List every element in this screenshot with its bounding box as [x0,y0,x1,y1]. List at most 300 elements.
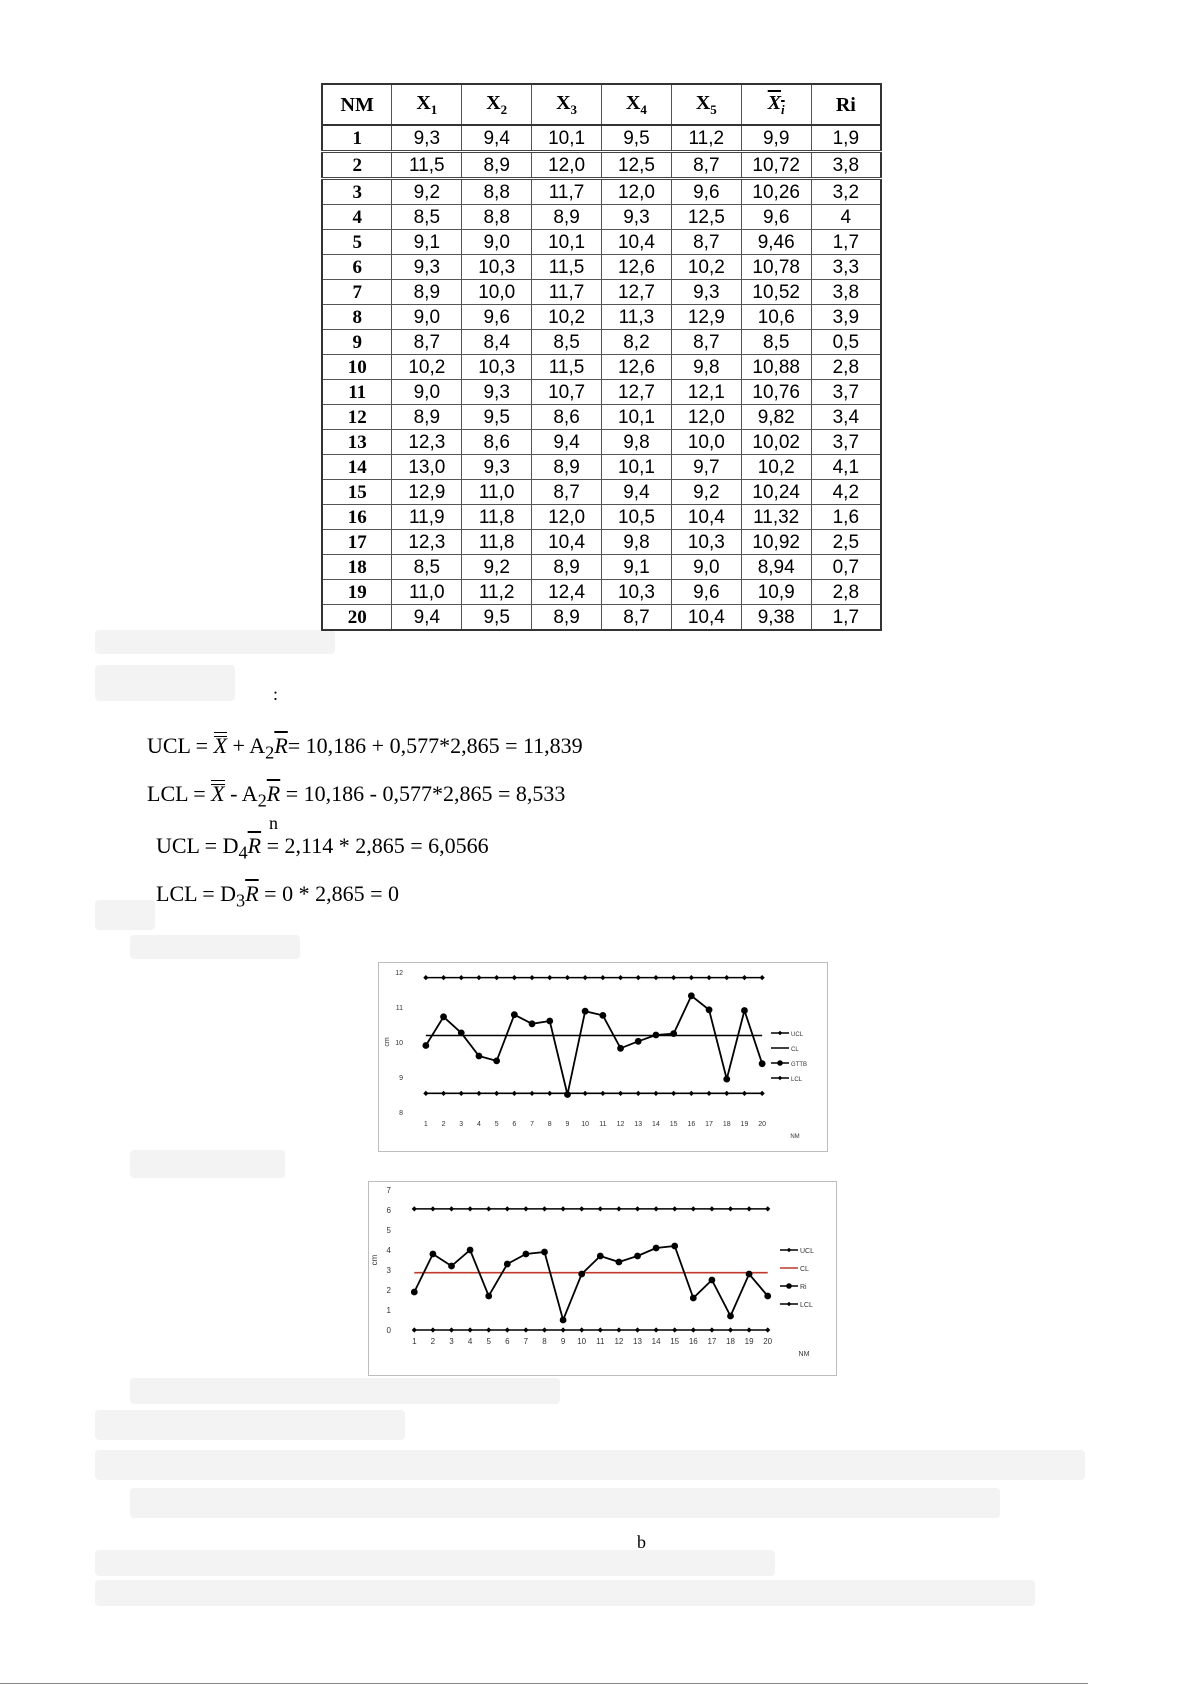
cell-nm: 3 [322,179,392,205]
cell-x1: 8,7 [392,330,462,355]
x-tick-label: 11 [596,1337,605,1346]
data-point [634,1253,641,1260]
table-row [322,380,881,405]
limit-point [706,1091,711,1096]
limit-point [728,1327,733,1332]
x-tick-label: 5 [494,1121,499,1128]
cell-xbar: 10,72 [741,152,811,179]
cell-nm: 13 [322,430,392,455]
x-tick-label: 17 [707,1337,717,1346]
cell-x3: 12,4 [532,580,602,605]
data-point [599,1012,606,1019]
limit-point [635,1206,640,1211]
y-tick-label: 11 [395,1005,403,1012]
limit-point [441,1091,446,1096]
cell-ri: 4 [811,205,881,230]
cell-xbar: 9,38 [741,605,811,631]
cell-nm: 12 [322,405,392,430]
table-row [322,280,881,305]
cell-x5: 10,4 [671,505,741,530]
y-tick-label: 9 [399,1075,403,1082]
cell-ri: 2,8 [811,355,881,380]
data-point [511,1011,518,1018]
cell-x1: 12,3 [392,530,462,555]
scan-artifact [95,1410,405,1440]
legend-label: GTTB [791,1062,807,1068]
cell-x3: 8,9 [532,455,602,480]
x-tick-label: 10 [577,1337,587,1346]
x-tick-label: 17 [705,1121,713,1128]
cell-x3: 9,4 [532,430,602,455]
data-point [723,1076,730,1083]
scan-artifact [95,1580,1035,1606]
limit-point [742,975,747,980]
cell-x4: 10,1 [602,455,672,480]
limit-point [691,1206,696,1211]
limit-point [542,1206,547,1211]
limit-point [672,1206,677,1211]
limit-point [709,1327,714,1332]
cell-x1: 9,2 [392,179,462,205]
cell-nm: 17 [322,530,392,555]
limit-point [529,975,534,980]
limit-point [512,975,517,980]
y-tick-label: 12 [395,970,403,977]
cell-x3: 8,7 [532,480,602,505]
y-tick-label: 5 [386,1226,391,1235]
table-row [322,179,881,205]
legend-marker [786,1283,792,1289]
cell-x5: 12,1 [671,380,741,405]
limit-point [618,975,623,980]
formula-ucl-xbar: UCL = $X + A_2\overline{R}= 10,186 + 0,577*2,865 = 11,839$ [147,733,583,763]
x-tick-label: 2 [441,1121,446,1128]
limit-point [765,1327,770,1332]
data-point [541,1249,548,1256]
data-point [670,1030,677,1037]
cell-x4: 10,1 [602,405,672,430]
legend-label: CL [800,1266,809,1273]
cell-x2: 9,2 [462,555,532,580]
limit-point [583,975,588,980]
x-tick-label: 3 [449,1337,454,1346]
data-point [529,1020,536,1027]
cell-x2: 9,3 [462,380,532,405]
cell-xbar: 9,82 [741,405,811,430]
cell-nm: 5 [322,230,392,255]
cell-ri: 1,6 [811,505,881,530]
legend-label: LCL [791,1077,803,1083]
cell-ri: 1,7 [811,605,881,631]
x-tick-label: 18 [726,1337,735,1346]
cell-x1: 11,0 [392,580,462,605]
table-row [322,330,881,355]
cell-x2: 10,3 [462,355,532,380]
y-tick-label: 2 [386,1286,391,1295]
cell-ri: 0,7 [811,555,881,580]
data-point [458,1030,465,1037]
cell-nm: 19 [322,580,392,605]
x-tick-label: 10 [581,1121,590,1128]
cell-x1: 8,5 [392,205,462,230]
cell-x3: 10,2 [532,305,602,330]
table-row [322,405,881,430]
cell-x3: 8,9 [532,555,602,580]
data-point [578,1271,585,1278]
limit-point [430,1327,435,1332]
limit-point [635,1327,640,1332]
cell-x3: 11,5 [532,255,602,280]
cell-x3: 10,4 [532,530,602,555]
cell-xbar: 10,88 [741,355,811,380]
cell-x3: 12,0 [532,152,602,179]
cell-x2: 11,2 [462,580,532,605]
x-tick-label: 6 [512,1121,517,1128]
cell-x4: 9,1 [602,555,672,580]
data-point [653,1245,660,1252]
y-tick-label: 0 [386,1326,391,1335]
data-point [635,1038,642,1045]
x-tick-label: 20 [758,1121,767,1128]
limit-point [689,1091,694,1096]
data-point [706,1006,713,1013]
series-line-ri [414,1246,767,1320]
cell-x5: 10,2 [671,255,741,280]
cell-ri: 3,7 [811,380,881,405]
x-tick-label: 14 [652,1121,660,1128]
x-tick-label: 9 [565,1121,570,1128]
data-point [546,1018,553,1025]
table-row [322,230,881,255]
cell-x5: 10,4 [671,605,741,631]
table-row [322,455,881,480]
limit-point [547,1091,552,1096]
cell-nm: 16 [322,505,392,530]
limit-point [653,1091,658,1096]
limit-point [747,1206,752,1211]
cell-x4: 8,2 [602,330,672,355]
limit-point [706,975,711,980]
cell-x1: 11,9 [392,505,462,530]
cell-x4: 12,0 [602,179,672,205]
cell-ri: 3,7 [811,430,881,455]
cell-nm: 4 [322,205,392,230]
limit-point [505,1327,510,1332]
data-point [476,1053,483,1060]
cell-x5: 9,7 [671,455,741,480]
limit-point [616,1327,621,1332]
cell-x5: 9,0 [671,555,741,580]
data-point [688,992,695,999]
cell-ri: 4,1 [811,455,881,480]
cell-x4: 12,5 [602,152,672,179]
limit-point [565,975,570,980]
header-nm: NM [322,84,392,125]
cell-x4: 9,3 [602,205,672,230]
cell-nm: 15 [322,480,392,505]
cell-x2: 8,6 [462,430,532,455]
table-row [322,355,881,380]
cell-x2: 9,3 [462,455,532,480]
cell-x5: 8,7 [671,230,741,255]
data-point [671,1243,678,1250]
data-point [493,1058,500,1065]
x-tick-label: 20 [763,1337,773,1346]
limit-point [459,975,464,980]
x-tick-label: 15 [669,1121,678,1128]
limit-point [476,1091,481,1096]
cell-x3: 11,5 [532,355,602,380]
cell-x2: 9,6 [462,305,532,330]
cell-x4: 12,6 [602,355,672,380]
x-tick-label: 8 [542,1337,547,1346]
cell-x3: 10,1 [532,125,602,152]
cell-x3: 11,7 [532,179,602,205]
header-xbar-i: $X_i$ [741,84,811,125]
data-point [690,1295,697,1302]
cell-xbar: 10,76 [741,380,811,405]
scan-artifact [130,1378,560,1404]
x-axis-label: NM [790,1134,800,1140]
cell-x1: 9,3 [392,125,462,152]
limit-point [468,1206,473,1211]
cell-nm: 1 [322,125,392,152]
data-point [440,1013,447,1020]
x-axis-label: NM [798,1351,810,1358]
scan-artifact [130,1150,285,1178]
cell-x5: 9,3 [671,280,741,305]
limit-point [486,1206,491,1211]
limit-point [542,1327,547,1332]
limit-point [689,975,694,980]
cell-x4: 10,3 [602,580,672,605]
cell-x4: 9,8 [602,530,672,555]
cell-x4: 12,6 [602,255,672,280]
cell-xbar: 9,46 [741,230,811,255]
cell-x1: 12,3 [392,430,462,455]
x-tick-label: 9 [560,1337,566,1346]
xbar-control-chart [378,962,828,1152]
x-tick-label: 19 [744,1337,754,1346]
scan-artifact [95,665,235,701]
limit-point [423,975,428,980]
cell-x2: 11,0 [462,480,532,505]
x-tick-label: 13 [633,1337,642,1346]
formula-lcl-xbar: LCL = $X - A_2\overline{R} = 10,186 - 0,577*2,865 = 8,533$ [147,781,566,811]
cell-ri: 4,2 [811,480,881,505]
x-tick-label: 12 [616,1121,625,1128]
y-tick-label: 6 [386,1206,391,1215]
cell-x5: 9,2 [671,480,741,505]
r-chart-svg [369,1182,836,1375]
scan-artifact [130,1488,1000,1518]
x-tick-label: 6 [505,1337,510,1346]
cell-x2: 11,8 [462,505,532,530]
cell-x5: 9,6 [671,580,741,605]
header-x5: $X_5$ [671,84,741,125]
cell-x1: 8,9 [392,280,462,305]
cell-xbar: 9,6 [741,205,811,230]
cell-nm: 6 [322,255,392,280]
scan-artifact [95,900,155,930]
limit-point [671,1091,676,1096]
cell-ri: 0,5 [811,330,881,355]
cell-x2: 8,8 [462,179,532,205]
limit-point [636,975,641,980]
cell-nm: 18 [322,555,392,580]
limit-point [724,975,729,980]
cell-ri: 3,8 [811,280,881,305]
data-point [597,1253,604,1260]
measurement-table [321,83,882,631]
cell-nm: 14 [322,455,392,480]
cell-x4: 10,4 [602,230,672,255]
limit-point [561,1327,566,1332]
cell-nm: 10 [322,355,392,380]
cell-x2: 9,4 [462,125,532,152]
cell-x4: 10,5 [602,505,672,530]
table-row [322,305,881,330]
header-x3: $X_3$ [532,84,602,125]
cell-xbar: 10,78 [741,255,811,280]
limit-point [459,1091,464,1096]
cell-x5: 9,8 [671,355,741,380]
cell-xbar: 8,94 [741,555,811,580]
cell-nm: 11 [322,380,392,405]
cell-x1: 12,9 [392,480,462,505]
limit-point [523,1206,528,1211]
x-tick-label: 1 [423,1121,428,1128]
limit-point [765,1206,770,1211]
cell-x1: 10,2 [392,355,462,380]
cell-x5: 8,7 [671,330,741,355]
legend-label: UCL [791,1032,804,1038]
table-header-row [322,84,881,125]
cell-x1: 9,1 [392,230,462,255]
cell-ri: 3,8 [811,152,881,179]
cell-x3: 10,1 [532,230,602,255]
limit-point [494,1091,499,1096]
limit-point [742,1091,747,1096]
cell-x2: 11,8 [462,530,532,555]
cell-x3: 8,5 [532,330,602,355]
limit-point [691,1327,696,1332]
footer-rule [0,1683,1088,1684]
cell-ri: 3,4 [811,405,881,430]
scan-artifact [95,1450,1085,1480]
limit-point [505,1206,510,1211]
legend-marker [777,1060,783,1066]
x-tick-label: 16 [687,1121,696,1128]
cell-xbar: 8,5 [741,330,811,355]
header-ri: Ri [811,84,881,125]
table-row [322,125,881,152]
limit-point [476,975,481,980]
formula-lcl-r: LCL = $D_3\overline{R} = 0 * 2,865 = 0$ [156,881,399,911]
header-x1: $X_1$ [392,84,462,125]
limit-point [579,1327,584,1332]
formula-ucl-r: UCL = $D_4\overline{R} = 2,114 * 2,865 = 6,0566$ [156,833,489,863]
data-point [430,1251,437,1258]
table-row [322,555,881,580]
scan-artifact [130,935,300,959]
y-axis-label: cm [370,1254,379,1266]
limit-point [616,1206,621,1211]
cell-xbar: 11,32 [741,505,811,530]
cell-nm: 20 [322,605,392,631]
cell-x2: 8,8 [462,205,532,230]
limit-point [709,1206,714,1211]
cell-x5: 12,0 [671,405,741,430]
limit-point [412,1206,417,1211]
x-tick-label: 4 [467,1337,473,1346]
limit-point [529,1091,534,1096]
cell-x5: 11,2 [671,125,741,152]
cell-x2: 8,4 [462,330,532,355]
x-tick-label: 12 [614,1337,624,1346]
cell-xbar: 10,02 [741,430,811,455]
x-tick-label: 8 [547,1121,552,1128]
data-point [709,1277,716,1284]
cell-nm: 8 [322,305,392,330]
data-point [467,1247,474,1254]
limit-point [600,975,605,980]
limit-point [547,975,552,980]
limit-point [494,975,499,980]
cell-x1: 13,0 [392,455,462,480]
cell-x5: 9,6 [671,179,741,205]
limit-point [512,1091,517,1096]
cell-x3: 11,7 [532,280,602,305]
limit-point [561,1206,566,1211]
cell-x5: 10,3 [671,530,741,555]
cell-x1: 9,4 [392,605,462,631]
x-tick-label: 19 [740,1121,749,1128]
cell-x3: 8,9 [532,605,602,631]
limit-point [449,1327,454,1332]
cell-ri: 3,9 [811,305,881,330]
legend-label: CL [791,1047,799,1053]
cell-ri: 3,3 [811,255,881,280]
limit-point [636,1091,641,1096]
cell-x2: 9,5 [462,605,532,631]
legend-marker [787,1248,792,1253]
cell-ri: 1,7 [811,230,881,255]
cell-x1: 9,0 [392,380,462,405]
cell-x4: 11,3 [602,305,672,330]
table-row [322,580,881,605]
y-tick-label: 7 [386,1186,391,1195]
xbar-chart-svg [379,963,827,1151]
legend-marker [778,1031,783,1036]
data-point [523,1251,530,1258]
y-tick-label: 10 [395,1040,403,1047]
limit-point [747,1327,752,1332]
table-row [322,530,881,555]
data-point [653,1032,660,1039]
cell-x1: 11,5 [392,152,462,179]
cell-x4: 9,4 [602,480,672,505]
cell-x3: 8,9 [532,205,602,230]
legend-label: UCL [800,1248,815,1255]
data-point [764,1293,771,1300]
cell-x2: 10,3 [462,255,532,280]
cell-x1: 8,5 [392,555,462,580]
y-tick-label: 4 [386,1246,391,1255]
limit-point [468,1327,473,1332]
cell-nm: 2 [322,152,392,179]
cell-x4: 9,8 [602,430,672,455]
